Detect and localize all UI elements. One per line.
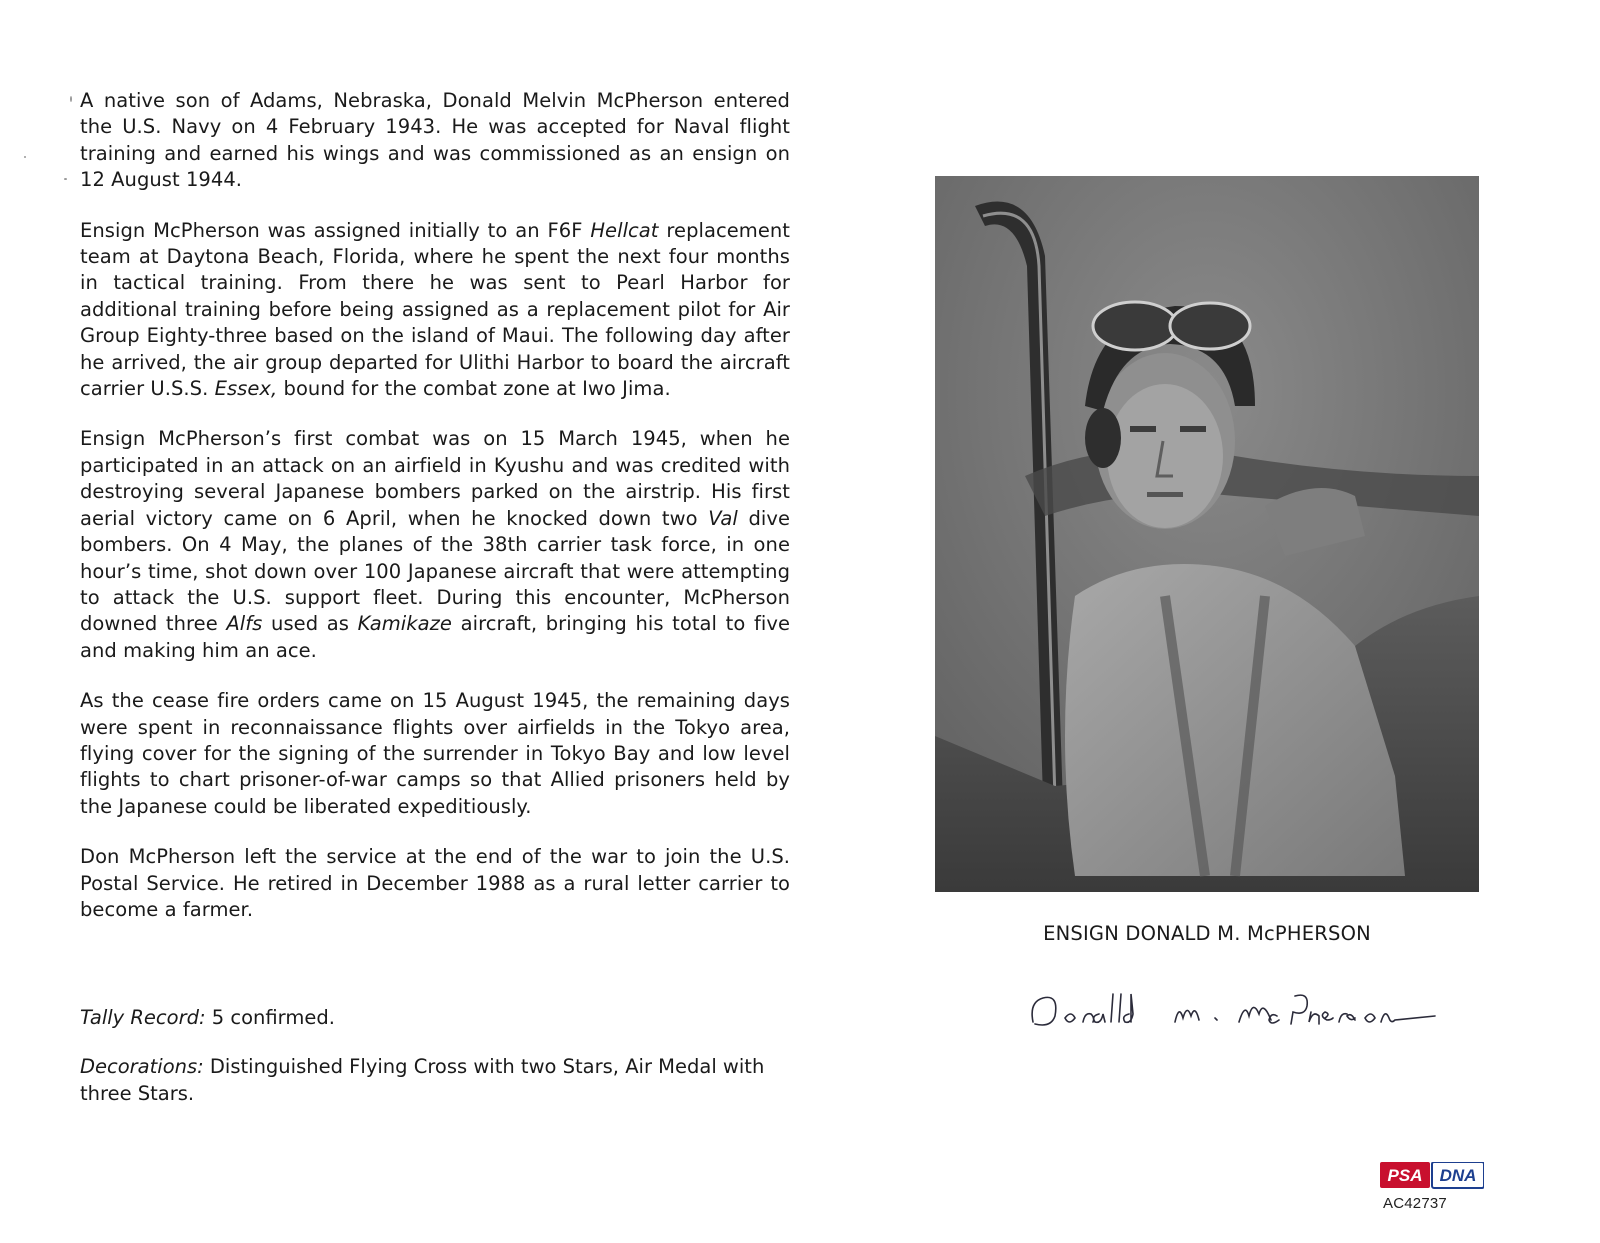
pilot-in-cockpit-image xyxy=(935,176,1479,892)
bio-p3-val: Val xyxy=(708,506,738,530)
bio-paragraph-5: Don McPherson left the service at the end of the war to join the U.S. Postal Service. He retired in December 1988 as a rural letter carrier to become a farmer. xyxy=(80,845,790,921)
bio-p2-a: Ensign McPherson was assigned initially to an F6F xyxy=(80,218,591,242)
bio-p3-c: dive bombers. On 4 May, the planes of the 38th carrier task force, in one hour’s time, shot down over 100 Japanese aircraft that were attempting to attack the U.S. support fleet. During this encounter, McPherson downed three xyxy=(80,506,791,636)
scan-speck xyxy=(70,96,72,102)
pilot-portrait-photo xyxy=(935,176,1479,892)
tally-label: Tally Record: xyxy=(80,1006,206,1029)
photo-caption: ENSIGN DONALD M. McPHERSON xyxy=(1043,922,1371,945)
dna-logo-text: DNA xyxy=(1439,1166,1477,1185)
bio-p2-essex: Essex, xyxy=(214,377,278,401)
bio-paragraph-3 xyxy=(80,426,790,664)
bio-paragraph-1: A native son of Adams, Nebraska, Donald Melvin McPherson entered the U.S. Navy on 4 February 1943. He was accepted for Naval flight training and earned his wings and was commissioned as an ensign on 12 August 1944. xyxy=(80,89,790,192)
psa-dna-logo xyxy=(1380,1162,1484,1190)
bio-p3-alfs: Alfs xyxy=(226,612,263,636)
bio-p3-e: used as xyxy=(262,612,358,636)
bio-paragraph-2 xyxy=(80,218,790,403)
tally-value: 5 confirmed. xyxy=(205,1006,335,1029)
scan-speck xyxy=(64,178,67,180)
psa-logo-text: PSA xyxy=(1387,1166,1423,1185)
decorations-label: Decorations: xyxy=(80,1055,204,1078)
tally-record xyxy=(80,1004,790,1031)
service-record xyxy=(80,1004,790,1129)
decorations-record xyxy=(80,1053,790,1107)
biography-text xyxy=(80,88,790,923)
bio-paragraph-4: As the cease fire orders came on 15 August 1945, the remaining days were spent in reconnaissance flights over airfields in the Tokyo area, flying cover for the signing of the surrender in Tokyo Bay and low level flights to chart prisoner-of-war camps so that Allied prisoners held by the Japanese could be liberated expeditiously. xyxy=(80,689,790,818)
decorations-value: Distinguished Flying Cross with two Stars, Air Medal with three Stars. xyxy=(80,1055,765,1105)
bio-p2-c: replacement team at Daytona Beach, Florida, where he spent the next four months in tactical training. From there he was sent to Pearl Harbor for additional training before being assigned as a replacement pilot for Air Group Eighty-three based on the island of Maui. The following day after he arrived, the air group departed for Ulithi Harbor to board the aircraft carrier U.S.S. xyxy=(80,218,790,401)
bio-p3-g: aircraft, bringing his total to five and making him an ace. xyxy=(80,612,790,662)
bio-p2-e: bound for the combat zone at Iwo Jima. xyxy=(277,377,671,401)
bio-p3-kamikaze: Kamikaze xyxy=(357,612,452,636)
scan-speck xyxy=(24,156,26,158)
autograph-signature xyxy=(1025,988,1445,1034)
bio-p2-hellcat: Hellcat xyxy=(590,218,659,242)
bio-p3-a: Ensign McPherson’s first combat was on 15 March 1945, when he participated in an attack on an airfield in Kyushu and was credited with destroying several Japanese bombers parked on the airstrip. His first aerial victory came on 6 April, when he knocked down two xyxy=(80,427,790,530)
authentication-code: AC42737 xyxy=(1383,1195,1447,1212)
